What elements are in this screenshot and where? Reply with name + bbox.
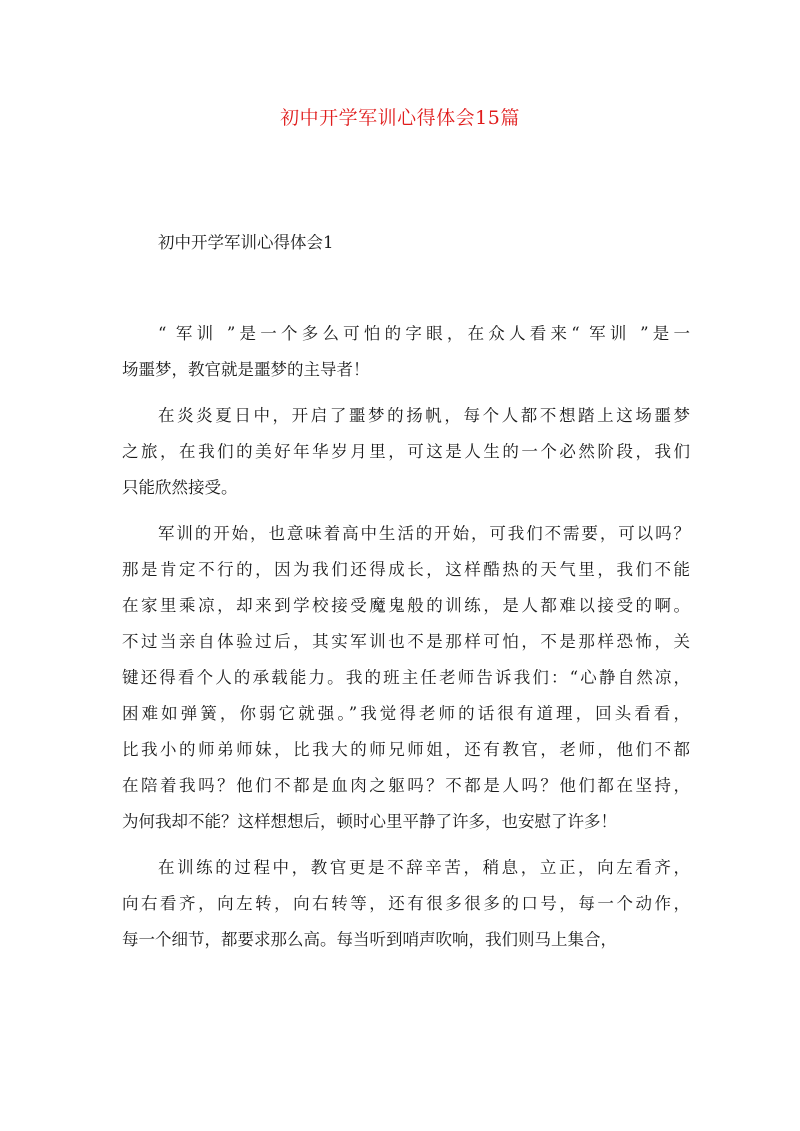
document-title: 初中开学军训心得体会15篇 [280, 107, 520, 129]
paragraph-line: 之旅，在我们的美好年华岁月里，可这是人生的一个必然阶段，我们 [122, 442, 690, 461]
section-heading: 初中开学军训心得体会1 [158, 233, 334, 252]
paragraph-gap [122, 388, 690, 398]
paragraph-line: 只能欣然接受。 [122, 478, 238, 497]
paragraph-line: 军训的开始，也意味着高中生活的开始，可我们不需要，可以吗？ [158, 524, 690, 543]
paragraph-line: 场噩梦，教官就是噩梦的主导者！ [122, 360, 370, 379]
paragraph-line: “ 军训 ”是一个多么可怕的字眼，在众人看来“ 军训 ”是一 [158, 324, 690, 343]
paragraph-gap [122, 506, 690, 516]
paragraph [122, 850, 690, 958]
paragraph-gap [122, 840, 690, 850]
paragraph-line: 在炎炎夏日中，开启了噩梦的扬帆，每个人都不想踏上这场噩梦 [158, 406, 690, 425]
paragraph-line: 在陪着我吗？他们不都是血肉之躯吗？不都是人吗？他们都在坚持， [122, 776, 690, 795]
document-body [122, 316, 690, 958]
paragraph-line: 那是肯定不行的，因为我们还得成长，这样酷热的天气里，我们不能 [122, 560, 690, 579]
paragraph [122, 316, 690, 388]
paragraph-line: 键还得看个人的承载能力。我的班主任老师告诉我们：“心静自然凉， [122, 668, 690, 687]
paragraph [122, 516, 690, 840]
paragraph-line: 比我小的师弟师妹，比我大的师兄师姐，还有教官，老师，他们不都 [122, 740, 690, 759]
paragraph-line: 在家里乘凉，却来到学校接受魔鬼般的训练，是人都难以接受的啊。 [122, 596, 690, 615]
paragraph-line: 在训练的过程中，教官更是不辞辛苦，稍息，立正，向左看齐， [158, 858, 690, 877]
paragraph-line: 不过当亲自体验过后，其实军训也不是那样可怕，不是那样恐怖，关 [122, 632, 690, 651]
paragraph [122, 398, 690, 506]
paragraph-line: 向右看齐，向左转，向右转等，还有很多很多的口号，每一个动作， [122, 894, 690, 913]
paragraph-line: 困难如弹簧，你弱它就强。”我觉得老师的话很有道理，回头看看， [122, 704, 690, 723]
paragraph-line: 为何我却不能？这样想想后，顿时心里平静了许多，也安慰了许多！ [122, 812, 617, 831]
paragraph-line: 每一个细节，都要求那么高。每当听到哨声吹响，我们则马上集合， [122, 930, 617, 949]
